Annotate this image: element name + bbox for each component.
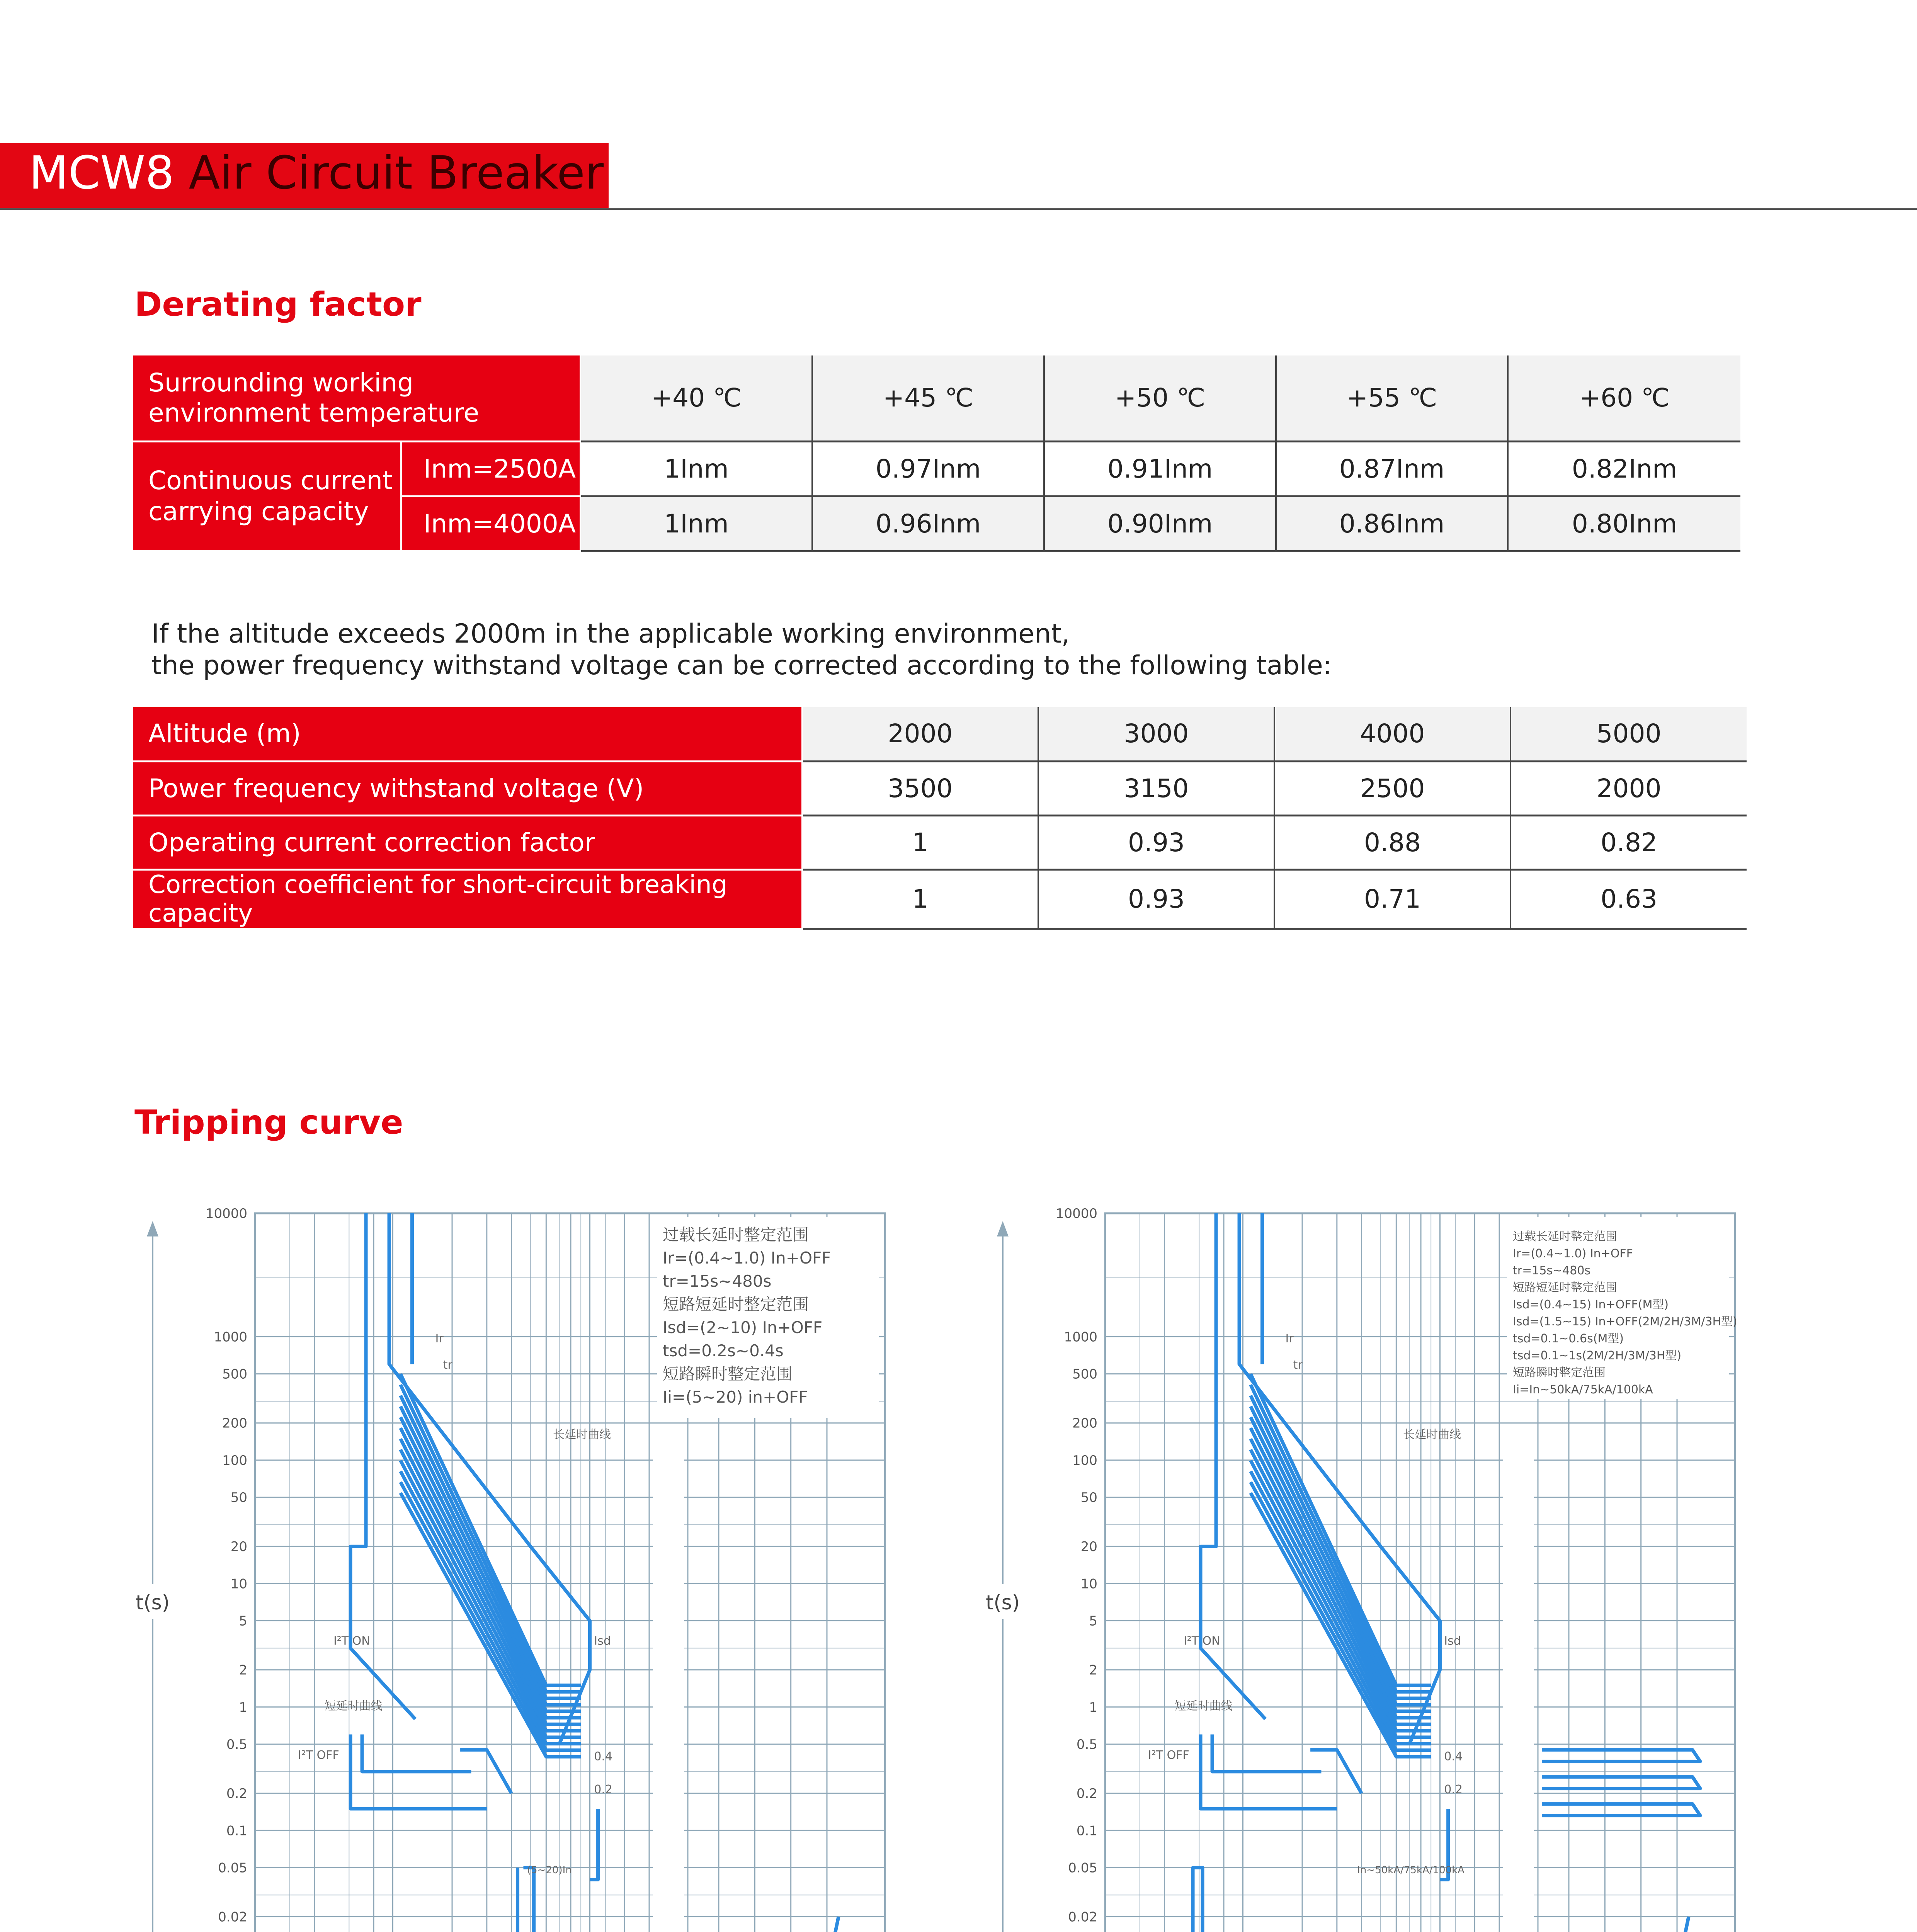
- current-label-line1: Continuous current: [148, 466, 393, 495]
- y-tick-label: 0.05: [218, 1860, 247, 1876]
- value-cell: 0.63: [1510, 869, 1747, 929]
- y-tick-label: 0.1: [226, 1823, 247, 1839]
- y-tick-label: 5: [1089, 1613, 1097, 1629]
- value-cell: 5000: [1510, 707, 1747, 761]
- kA-wave-curve: [1671, 1917, 1689, 1932]
- row-label: Power frequency withstand voltage (V): [133, 761, 802, 815]
- legend-line: Ir=(0.4~1.0) In+OFF: [663, 1248, 831, 1267]
- row-label: Operating current correction factor: [133, 815, 802, 869]
- temperature-label: [133, 355, 580, 441]
- value-cell: 1: [802, 815, 1038, 869]
- isd-curve-tail: [590, 1809, 598, 1879]
- row-label: Correction coefficient for short-circuit breaking capacity: [133, 869, 802, 929]
- short-time-curve-inner: [1212, 1735, 1321, 1772]
- label-isd: Isd: [594, 1634, 611, 1648]
- legend-line: Isd=(0.4~15) In+OFF(M型): [1513, 1298, 1669, 1311]
- y-tick-label: 0.02: [218, 1909, 247, 1925]
- row-label: Altitude (m): [133, 707, 802, 761]
- y-tick-label: 2: [239, 1662, 247, 1678]
- value-cell: 1Inm: [580, 441, 812, 496]
- legend-line: 过载长延时整定范围: [663, 1225, 809, 1244]
- temperature-label-line2: environment temperature: [148, 398, 480, 428]
- label-0-2: 0.2: [1444, 1783, 1463, 1797]
- legend-line: Ii=(5~20) in+OFF: [663, 1388, 808, 1406]
- y-tick-label: 0.05: [1068, 1860, 1097, 1876]
- value-cell: 0.87Inm: [1276, 441, 1508, 496]
- operating-factor-row: [133, 815, 1747, 869]
- legend-line: Isd=(2~10) In+OFF: [663, 1318, 823, 1337]
- y-tick-label: 1000: [214, 1329, 247, 1345]
- value-cell: 0.93: [1038, 815, 1274, 869]
- label-ir: Ir: [1285, 1332, 1294, 1346]
- value-cell: 0.97Inm: [812, 441, 1044, 496]
- value-cell: 2500: [1274, 761, 1510, 815]
- y-tick-label: 50: [230, 1490, 247, 1506]
- y-tick-label: 10: [1080, 1576, 1097, 1592]
- y-tick-label: 10000: [205, 1206, 247, 1221]
- y-tick-label: 200: [222, 1415, 247, 1431]
- breaking-capacity-row: [133, 869, 1747, 929]
- legend-line: Isd=(1.5~15) In+OFF(2M/2H/3M/3H型): [1513, 1315, 1737, 1328]
- value-cell: 0.91Inm: [1044, 441, 1276, 496]
- y-tick-label: 0.2: [226, 1786, 247, 1802]
- range-label: In~50kA/75kA/100kA: [1357, 1864, 1465, 1876]
- legend-line: 短路短延时整定范围: [1513, 1281, 1617, 1294]
- label-i2t-on: I²T ON: [333, 1634, 370, 1648]
- label-i2t-off: I²T OFF: [298, 1748, 339, 1762]
- current-label-line2: carrying capacity: [148, 497, 369, 526]
- blank-zone: [653, 1431, 684, 1932]
- y-tick-label: 20: [230, 1539, 247, 1555]
- legend-line: 短路瞬时整定范围: [663, 1364, 793, 1383]
- value-cell: 3000: [1038, 707, 1274, 761]
- altitude-table: [133, 707, 1747, 930]
- inm-label: Inm=2500A: [401, 441, 580, 496]
- value-cell: 3500: [802, 761, 1038, 815]
- altitude-row: [133, 707, 1747, 761]
- tripping-curve-svg: [116, 1190, 908, 1932]
- derating-section-title: Derating factor: [134, 285, 422, 324]
- y-tick-label: 10: [230, 1576, 247, 1592]
- label-tr: tr: [1293, 1358, 1303, 1372]
- short-time-curve-inner: [362, 1735, 471, 1772]
- y-tick-label: 0.2: [1076, 1786, 1097, 1802]
- value-cell: 1: [802, 869, 1038, 929]
- temp-cell: +45 ℃: [812, 355, 1044, 441]
- legend-line: 短路瞬时整定范围: [1513, 1366, 1606, 1379]
- voltage-row: [133, 761, 1747, 815]
- y-tick-label: 1: [1089, 1699, 1097, 1715]
- label-0-4: 0.4: [594, 1750, 612, 1764]
- value-cell: 0.82: [1510, 815, 1747, 869]
- legend-line: Ii=In~50kA/75kA/100kA: [1513, 1383, 1653, 1396]
- value-cell: 4000: [1274, 707, 1510, 761]
- range-label: (5~20)In: [527, 1864, 572, 1876]
- value-cell: 0.88: [1274, 815, 1510, 869]
- value-cell: 0.96Inm: [812, 496, 1044, 551]
- legend-line: Ir=(0.4~1.0) In+OFF: [1513, 1247, 1633, 1260]
- legend-line: tr=15s~480s: [1513, 1264, 1591, 1277]
- y-tick-label: 1: [239, 1699, 247, 1715]
- y-tick-label: 20: [1080, 1539, 1097, 1555]
- y-tick-label: 50: [1080, 1490, 1097, 1506]
- label-ir: Ir: [435, 1332, 444, 1346]
- tripping-curve-chart-2: [966, 1190, 1758, 1932]
- altitude-note: [151, 618, 1332, 682]
- title-prefix: MCW8: [29, 146, 174, 199]
- temperature-label-line1: Surrounding working: [148, 367, 414, 398]
- legend-line: 短路短延时整定范围: [663, 1295, 809, 1314]
- kA-wave-curve: [821, 1917, 839, 1932]
- temperature-row: [133, 355, 1740, 441]
- legend-line: tsd=0.2s~0.4s: [663, 1341, 784, 1360]
- legend-line: tsd=0.1~0.6s(M型): [1513, 1332, 1624, 1345]
- value-cell: 0.93: [1038, 869, 1274, 929]
- value-cell: 2000: [802, 707, 1038, 761]
- inm-label: Inm=4000A: [401, 496, 580, 551]
- label-0-4: 0.4: [1444, 1750, 1463, 1764]
- temp-cell: +55 ℃: [1276, 355, 1508, 441]
- y-axis-label: t(s): [985, 1591, 1020, 1614]
- label-isd: Isd: [1444, 1634, 1461, 1648]
- y-tick-label: 500: [1072, 1366, 1097, 1382]
- y-tick-label: 5: [239, 1613, 247, 1629]
- temp-cell: +50 ℃: [1044, 355, 1276, 441]
- label-long-curve: 长延时曲线: [553, 1428, 611, 1442]
- y-tick-label: 1000: [1064, 1329, 1097, 1345]
- temp-cell: +60 ℃: [1508, 355, 1740, 441]
- instantaneous-curve-right: [523, 1867, 534, 1932]
- title-rest: Air Circuit Breaker: [174, 146, 604, 199]
- y-tick-label: 100: [222, 1452, 247, 1468]
- value-cell: 2000: [1510, 761, 1747, 815]
- value-cell: 0.71: [1274, 869, 1510, 929]
- blank-zone: [1503, 1431, 1534, 1932]
- value-cell: 0.86Inm: [1276, 496, 1508, 551]
- label-short-curve: 短延时曲线: [1174, 1699, 1233, 1713]
- legend-line: tr=15s~480s: [663, 1272, 772, 1291]
- tripping-section-title: Tripping curve: [134, 1103, 403, 1142]
- y-tick-label: 100: [1072, 1452, 1097, 1468]
- altitude-note-line2: the power frequency withstand voltage can be corrected according to the following table:: [151, 650, 1332, 681]
- y-tick-label: 0.1: [1076, 1823, 1097, 1839]
- y-tick-label: 2: [1089, 1662, 1097, 1678]
- title-rule: [0, 208, 1917, 210]
- value-cell: 0.90Inm: [1044, 496, 1276, 551]
- tripping-curve-svg: [966, 1190, 1758, 1932]
- legend-line: 过载长延时整定范围: [1513, 1230, 1617, 1243]
- label-tr: tr: [443, 1358, 452, 1372]
- y-axis-label: t(s): [135, 1591, 170, 1614]
- value-cell: 0.82Inm: [1508, 441, 1740, 496]
- derating-table: [133, 355, 1740, 552]
- label-0-2: 0.2: [594, 1783, 612, 1797]
- tripping-curve-chart-1: [116, 1190, 908, 1932]
- y-tick-label: 200: [1072, 1415, 1097, 1431]
- label-short-curve: 短延时曲线: [324, 1699, 383, 1713]
- y-tick-label: 0.02: [1068, 1909, 1097, 1925]
- legend-line: tsd=0.1~1s(2M/2H/3M/3H型): [1513, 1349, 1682, 1362]
- current-row-2500: [133, 441, 1740, 496]
- value-cell: 1Inm: [580, 496, 812, 551]
- label-i2t-on: I²T ON: [1183, 1634, 1220, 1648]
- value-cell: 3150: [1038, 761, 1274, 815]
- temp-cell: +40 ℃: [580, 355, 812, 441]
- label-long-curve: 长延时曲线: [1403, 1428, 1461, 1442]
- current-label: [133, 441, 401, 551]
- label-i2t-off: I²T OFF: [1148, 1748, 1189, 1762]
- y-tick-label: 0.5: [1076, 1736, 1097, 1752]
- y-axis-arrowhead-up: [997, 1221, 1009, 1236]
- page-title: [29, 146, 604, 199]
- y-tick-label: 10000: [1055, 1206, 1097, 1221]
- altitude-note-line1: If the altitude exceeds 2000m in the applicable working environment,: [151, 619, 1070, 649]
- value-cell: 0.80Inm: [1508, 496, 1740, 551]
- y-axis-arrowhead-up: [147, 1221, 158, 1236]
- y-tick-label: 500: [222, 1366, 247, 1382]
- y-tick-label: 0.5: [226, 1736, 247, 1752]
- instantaneous-curve: [1193, 1867, 1203, 1932]
